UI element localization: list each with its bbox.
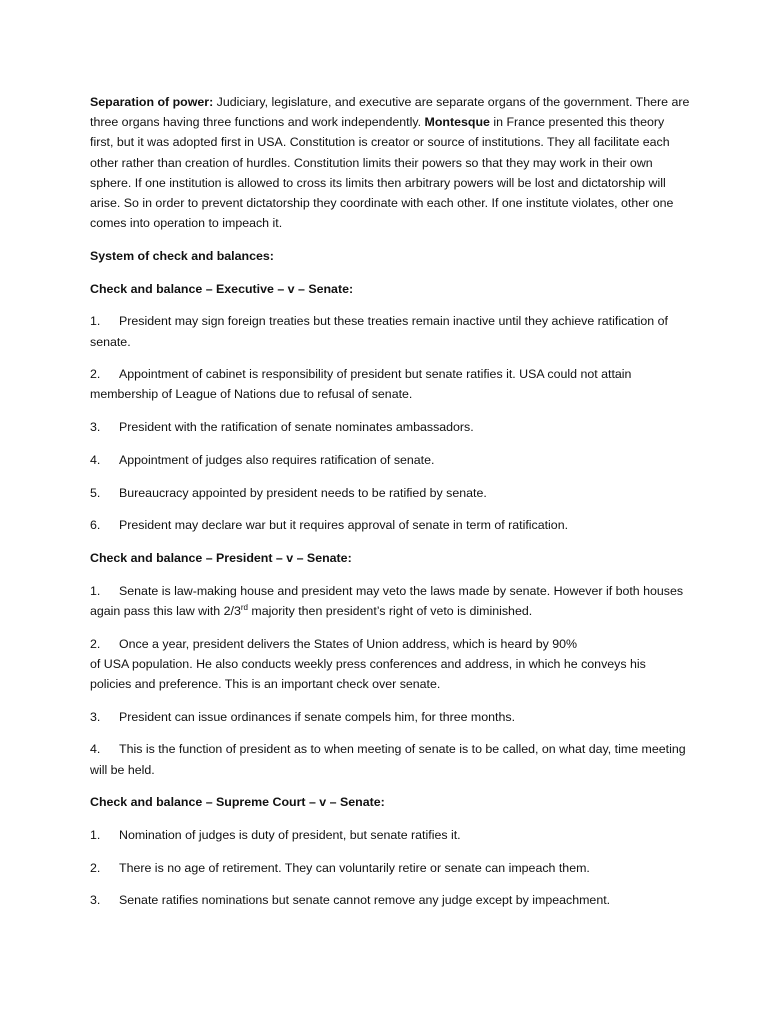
item-text: President may sign foreign treaties but these treaties remain inactive until they achieve ratification of senate. bbox=[90, 314, 668, 349]
section3-item-2 bbox=[90, 858, 690, 878]
item-text: Appointment of cabinet is responsibility of president but senate ratifies it. USA could not attain membership of League of Nations due to refusal of senate. bbox=[90, 367, 632, 402]
section3-item-1 bbox=[90, 825, 690, 845]
item-text: This is the function of president as to when meeting of senate is to be called, on what day, time meeting will be held. bbox=[90, 742, 686, 777]
item-text: Appointment of judges also requires ratification of senate. bbox=[119, 452, 435, 467]
item-text-line1: Once a year, president delivers the States of Union address, which is heard by 90% bbox=[119, 636, 578, 651]
item-number: 5. bbox=[90, 485, 101, 500]
section2-item-3 bbox=[90, 707, 690, 727]
intro-text-a: Judiciary, legislature, and executive are separate organs of the government. There are three organs having three functions and work independently. bbox=[90, 95, 690, 130]
intro-label: Separation of power: bbox=[90, 95, 214, 109]
item-number: 4. bbox=[90, 742, 101, 757]
item-text-b: majority then president’s right of veto is diminished. bbox=[247, 603, 533, 618]
section1-item-5 bbox=[90, 483, 690, 503]
item-text-a: Senate is law-making house and president may veto the laws made by senate. However if both houses again pass this law with 2/3 bbox=[90, 583, 684, 618]
section1-item-1 bbox=[90, 311, 690, 351]
section1-item-2 bbox=[90, 364, 690, 404]
montesque-name: Montesque bbox=[424, 115, 490, 130]
item-number: 1. bbox=[90, 827, 101, 842]
item-number: 6. bbox=[90, 518, 101, 533]
item-number: 1. bbox=[90, 583, 101, 598]
item-text: Nomination of judges is duty of president, but senate ratifies it. bbox=[119, 827, 461, 842]
section2-heading: Check and balance – President – v – Senate: bbox=[90, 550, 352, 565]
section1-item-6 bbox=[90, 515, 690, 535]
item-number: 4. bbox=[90, 452, 101, 467]
item-number: 2. bbox=[90, 860, 101, 875]
intro-paragraph bbox=[90, 92, 690, 233]
section3-heading: Check and balance – Supreme Court – v – Senate: bbox=[90, 795, 385, 810]
item-text: President can issue ordinances if senate compels him, for three months. bbox=[119, 709, 516, 724]
system-heading: System of check and balances: bbox=[90, 248, 274, 263]
ordinal-superscript: rd bbox=[240, 602, 248, 612]
section2-item-4 bbox=[90, 739, 690, 779]
section1-item-4 bbox=[90, 450, 690, 470]
item-text: President may declare war but it requires approval of senate in term of ratification. bbox=[119, 518, 569, 533]
section3-item-3 bbox=[90, 890, 690, 910]
item-text-rest: of USA population. He also conducts weekly press conferences and address, in which he conveys his policies and preference. This is an important check over senate. bbox=[90, 656, 646, 691]
item-text: President with the ratification of senate nominates ambassadors. bbox=[119, 420, 474, 435]
item-number: 3. bbox=[90, 420, 101, 435]
item-number: 3. bbox=[90, 893, 101, 908]
section1-item-3 bbox=[90, 417, 690, 437]
item-text: There is no age of retirement. They can voluntarily retire or senate can impeach them. bbox=[119, 860, 590, 875]
document-page bbox=[90, 92, 690, 923]
item-number: 2. bbox=[90, 367, 101, 382]
item-number: 1. bbox=[90, 314, 101, 329]
item-number: 3. bbox=[90, 709, 101, 724]
intro-text-b: in France presented this theory first, but it was adopted first in USA. Constitution is creator or source of institutions. They all facilitate each other rather than creation of hurdles. Constitution limits their powers so that they may work in their own sphere. If one institution is allowed to cross its limits then arbitrary powers will be lost and dictatorship will arise. So in order to prevent dictatorship they coordinate with each other. If one institute violates, other one comes into operation to impeach it. bbox=[90, 115, 674, 231]
section1-heading: Check and balance – Executive – v – Senate: bbox=[90, 281, 354, 296]
section2-item-1 bbox=[90, 581, 690, 621]
item-text: Bureaucracy appointed by president needs to be ratified by senate. bbox=[119, 485, 487, 500]
item-text: Senate ratifies nominations but senate cannot remove any judge except by impeachment. bbox=[119, 893, 611, 908]
item-number: 2. bbox=[90, 636, 101, 651]
section2-item-2 bbox=[90, 634, 690, 695]
